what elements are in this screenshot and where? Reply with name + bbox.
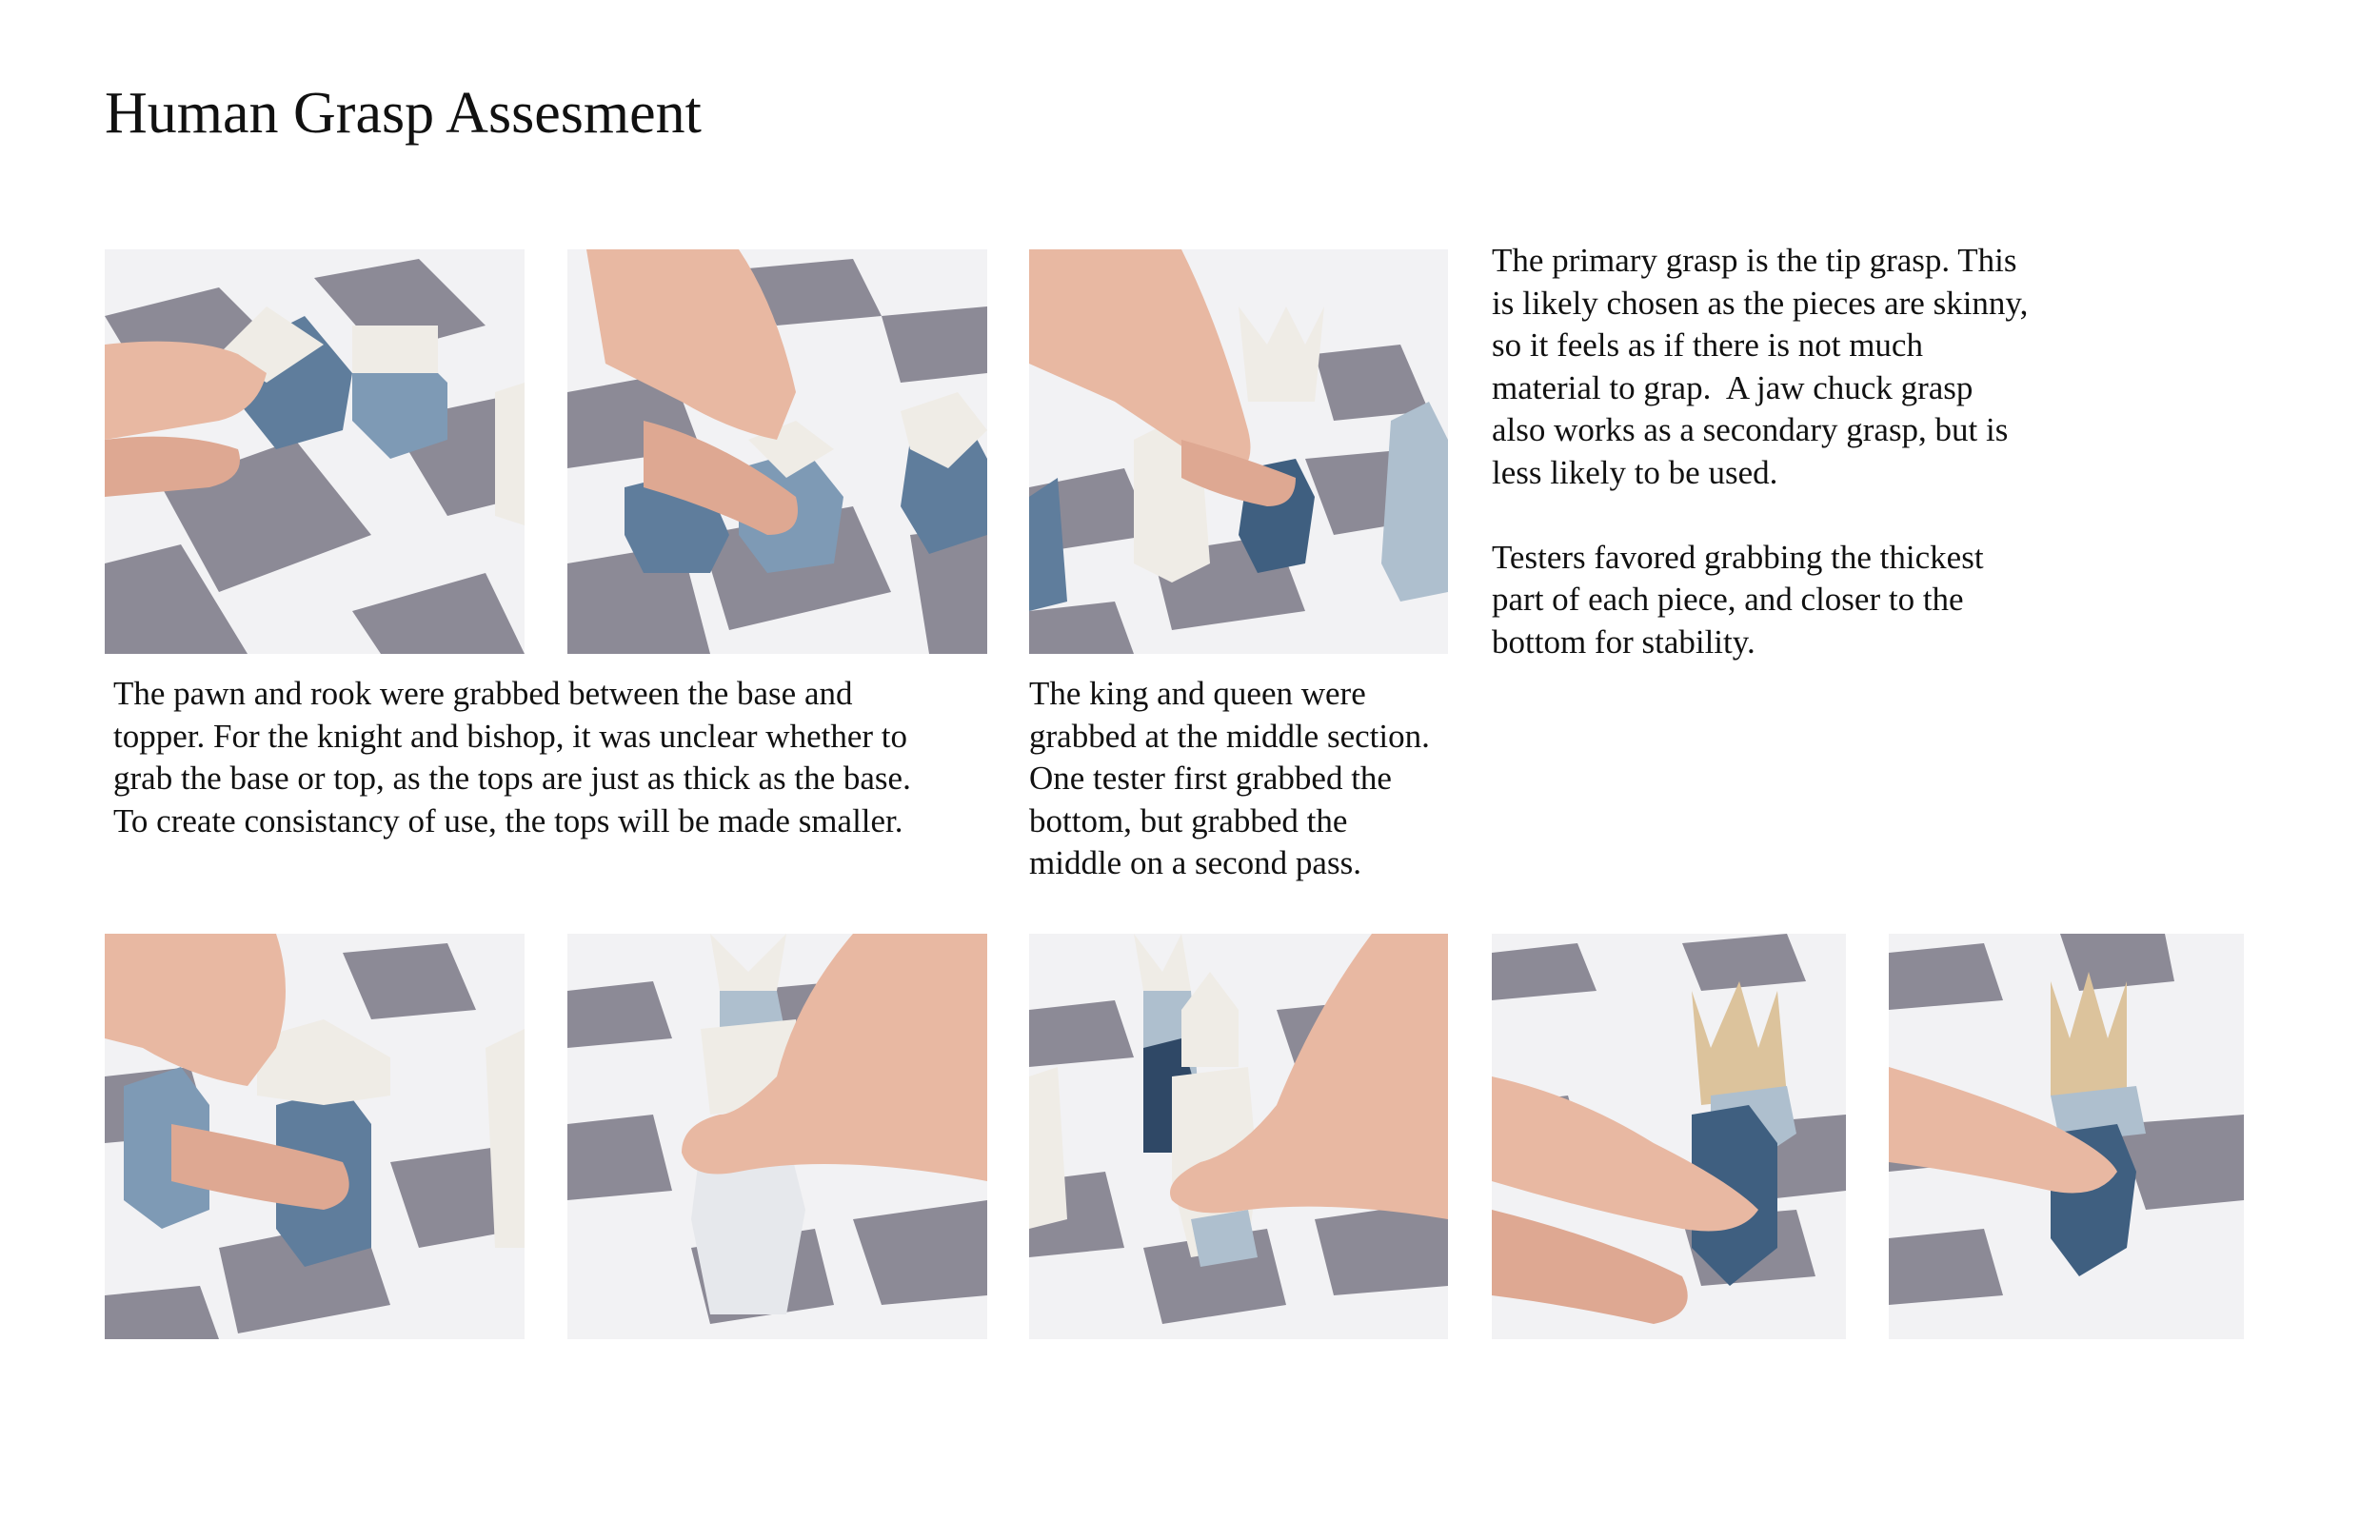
caption-line: bottom for stability. xyxy=(1492,622,1755,661)
photo-gold-crown-side-grasp xyxy=(1889,934,2244,1339)
caption-line: so it feels as if there is not much xyxy=(1492,326,1923,364)
caption-line: grabbed at the middle section. xyxy=(1029,717,1430,755)
summary-paragraph-primary-grasp xyxy=(1492,240,2101,494)
caption-pawn-rook xyxy=(113,673,989,842)
caption-line: grab the base or top, as the tops are just as thick as the base. xyxy=(113,760,911,797)
caption-line: The pawn and rook were grabbed between the base and xyxy=(113,675,853,712)
summary-paragraph-testers xyxy=(1492,537,2101,664)
caption-line: also works as a secondary grasp, but is xyxy=(1492,411,2009,448)
caption-summary xyxy=(1492,240,2101,663)
caption-line: material to grap. A jaw chuck grasp xyxy=(1492,368,1973,406)
caption-line: The king and queen were xyxy=(1029,675,1366,712)
caption-line: To create consistancy of use, the tops will be made smaller. xyxy=(113,801,903,839)
photo-gold-crown-grasp xyxy=(1492,934,1846,1339)
photo-king-grasp xyxy=(1029,249,1448,654)
caption-line: One tester first grabbed the xyxy=(1029,760,1392,797)
photo-knight-grasp xyxy=(105,934,525,1339)
photo-pawn-grasp xyxy=(105,249,525,654)
caption-line: Testers favored grabbing the thickest xyxy=(1492,538,1984,576)
photo-queen-grasp xyxy=(1029,934,1448,1339)
page-title: Human Grasp Assesment xyxy=(105,81,702,146)
caption-line: is likely chosen as the pieces are skinny, xyxy=(1492,284,2029,322)
photo-bishop-grasp xyxy=(567,934,987,1339)
caption-line: less likely to be used. xyxy=(1492,453,1778,491)
caption-line: bottom, but grabbed the xyxy=(1029,801,1348,839)
caption-line: part of each piece, and closer to the xyxy=(1492,581,1964,618)
caption-line: topper. For the knight and bishop, it was unclear whether to xyxy=(113,717,908,755)
caption-line: The primary grasp is the tip grasp. This xyxy=(1492,242,2017,279)
caption-line: middle on a second pass. xyxy=(1029,844,1361,881)
caption-king-queen xyxy=(1029,673,1486,885)
photo-rook-grasp xyxy=(567,249,987,654)
